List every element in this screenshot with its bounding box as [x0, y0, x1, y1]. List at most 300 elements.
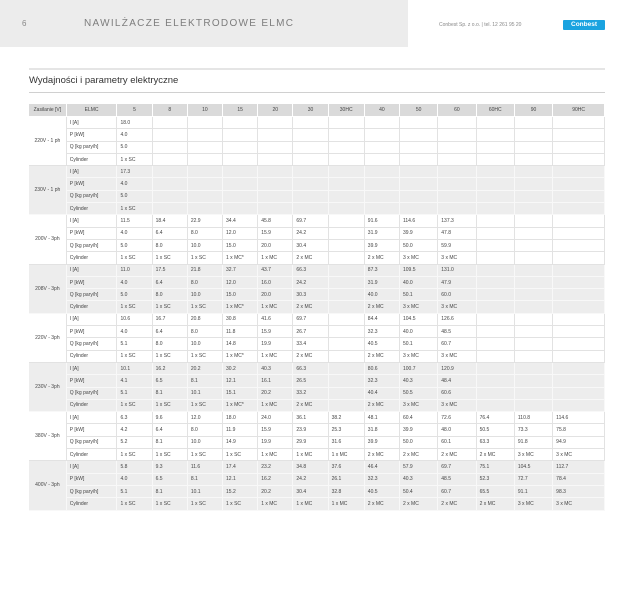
column-header: 60HC [476, 104, 514, 117]
table-cell [328, 129, 364, 141]
table-cell: 1 x SC [152, 350, 187, 362]
table-cell: 1 x SC [152, 301, 187, 313]
table-cell: 10.6 [117, 313, 152, 325]
table-cell: 4.0 [117, 178, 152, 190]
table-cell [553, 239, 605, 251]
voltage-label: 200V - 3ph [29, 215, 66, 264]
table-cell: 26.5 [293, 375, 328, 387]
table-cell [187, 153, 222, 165]
table-cell: 17.5 [152, 264, 187, 276]
table-cell: 91.6 [364, 215, 399, 227]
table-cell: 11.6 [187, 461, 222, 473]
table-cell: 31.6 [328, 436, 364, 448]
table-row [29, 129, 605, 141]
table-cell [152, 117, 187, 129]
table-cell: 34.8 [293, 461, 328, 473]
table-cell: 2 x MC [476, 449, 514, 461]
table-cell: 1 x SC [117, 498, 152, 510]
table-cell: 16.1 [258, 375, 293, 387]
table-row [29, 449, 605, 461]
table-cell: 78.4 [553, 473, 605, 485]
table-cell [364, 166, 399, 178]
table-cell [293, 190, 328, 202]
table-cell [364, 117, 399, 129]
table-cell: 3 x MC [399, 252, 437, 264]
table-cell [476, 375, 514, 387]
table-cell [293, 178, 328, 190]
column-header: 20 [258, 104, 293, 117]
table-cell: 50.5 [476, 424, 514, 436]
table-cell: 10.1 [117, 362, 152, 374]
table-cell [553, 129, 605, 141]
table-cell: 6.3 [117, 412, 152, 424]
voltage-group [29, 461, 605, 510]
table-cell: 24.2 [293, 473, 328, 485]
voltage-label: 220V - 1 ph [29, 117, 66, 166]
column-header: 8 [152, 104, 187, 117]
table-cell: 112.7 [553, 461, 605, 473]
table-cell: 12.1 [223, 375, 258, 387]
table-cell [476, 276, 514, 288]
table-cell [476, 141, 514, 153]
table-cell: 36.1 [293, 412, 328, 424]
table-cell: 2 x MC [476, 498, 514, 510]
parameter-label: P [kW] [66, 375, 117, 387]
table-row [29, 141, 605, 153]
parameter-label: P [kW] [66, 473, 117, 485]
table-cell [553, 399, 605, 411]
table-cell: 1 x SC [117, 399, 152, 411]
table-cell: 1 x SC [187, 301, 222, 313]
table-cell: 48.4 [438, 375, 476, 387]
table-cell: 8.0 [152, 289, 187, 301]
table-cell [328, 399, 364, 411]
parameter-label: Q [kg pary/h] [66, 436, 117, 448]
section-title: Wydajności i parametry elektryczne [29, 75, 179, 86]
table-cell: 30.8 [223, 313, 258, 325]
table-cell: 3 x MC [438, 350, 476, 362]
table-cell [258, 190, 293, 202]
table-cell: 5.1 [117, 485, 152, 497]
table-cell: 15.9 [258, 424, 293, 436]
table-cell [187, 178, 222, 190]
table-cell [438, 166, 476, 178]
table-cell [258, 166, 293, 178]
table-row [29, 313, 605, 325]
table-cell: 39.9 [364, 239, 399, 251]
column-header: 30HC [328, 104, 364, 117]
table-cell [553, 227, 605, 239]
table-row [29, 190, 605, 202]
table-cell: 1 x SC [152, 498, 187, 510]
table-cell: 31.9 [364, 227, 399, 239]
table-cell: 60.7 [438, 338, 476, 350]
table-cell: 15.9 [258, 326, 293, 338]
table-cell: 2 x MC [293, 301, 328, 313]
table-cell: 10.1 [187, 485, 222, 497]
table-cell: 1 x SC [117, 350, 152, 362]
table-cell: 75.1 [476, 461, 514, 473]
table-row [29, 399, 605, 411]
table-cell: 109.5 [399, 264, 437, 276]
table-cell [514, 264, 552, 276]
table-cell: 15.9 [258, 227, 293, 239]
table-cell: 2 x MC [438, 498, 476, 510]
table-row [29, 461, 605, 473]
table-cell [328, 301, 364, 313]
table-cell: 11.9 [223, 424, 258, 436]
table-cell [553, 313, 605, 325]
table-cell: 18.4 [152, 215, 187, 227]
table-cell [553, 178, 605, 190]
table-cell [328, 350, 364, 362]
table-cell: 2 x MC [293, 399, 328, 411]
table-cell: 40.4 [364, 387, 399, 399]
parameter-label: Cylinder [66, 252, 117, 264]
table-cell: 65.5 [476, 485, 514, 497]
voltage-label: 400V - 3ph [29, 461, 66, 510]
voltage-group [29, 313, 605, 362]
voltage-group [29, 412, 605, 461]
table-cell: 50.4 [399, 485, 437, 497]
table-cell: 14.9 [223, 436, 258, 448]
table-cell [514, 166, 552, 178]
table-cell: 40.5 [364, 485, 399, 497]
table-cell [152, 166, 187, 178]
table-cell: 80.6 [364, 362, 399, 374]
table-row [29, 326, 605, 338]
table-cell [476, 326, 514, 338]
table-row [29, 117, 605, 129]
table-cell: 1 x MC [328, 498, 364, 510]
table-cell: 39.9 [399, 227, 437, 239]
table-cell [514, 338, 552, 350]
table-cell [553, 387, 605, 399]
table-cell: 1 x SC [223, 498, 258, 510]
table-row [29, 289, 605, 301]
table-cell: 40.0 [399, 276, 437, 288]
table-cell: 48.5 [438, 473, 476, 485]
parameter-label: Cylinder [66, 449, 117, 461]
table-cell [476, 350, 514, 362]
table-cell: 32.3 [364, 473, 399, 485]
table-cell: 73.3 [514, 424, 552, 436]
table-cell [187, 203, 222, 215]
table-cell: 20.2 [187, 362, 222, 374]
table-cell [553, 276, 605, 288]
table-cell [553, 166, 605, 178]
table-cell [364, 203, 399, 215]
table-cell: 8.1 [152, 387, 187, 399]
table-row [29, 227, 605, 239]
column-header: 40 [364, 104, 399, 117]
table-cell: 66.3 [293, 362, 328, 374]
table-cell: 1 x MC [293, 498, 328, 510]
table-cell: 60.1 [438, 436, 476, 448]
table-cell [328, 276, 364, 288]
column-header: 90HC [553, 104, 605, 117]
parameter-label: I [A] [66, 362, 117, 374]
table-cell [476, 264, 514, 276]
table-cell: 48.0 [438, 424, 476, 436]
table-cell: 2 x MC [438, 449, 476, 461]
table-cell [553, 203, 605, 215]
table-cell: 52.3 [476, 473, 514, 485]
table-cell [399, 141, 437, 153]
table-cell: 32.3 [364, 326, 399, 338]
parameter-label: Cylinder [66, 399, 117, 411]
parameter-label: Q [kg pary/h] [66, 485, 117, 497]
table-cell [328, 178, 364, 190]
table-cell [364, 153, 399, 165]
table-cell [476, 399, 514, 411]
table-row [29, 424, 605, 436]
table-cell: 15.2 [223, 485, 258, 497]
specs-table [29, 104, 605, 511]
table-cell: 8.0 [152, 239, 187, 251]
table-cell: 8.0 [187, 276, 222, 288]
table-cell: 17.4 [223, 461, 258, 473]
voltage-label: 380V - 3ph [29, 412, 66, 461]
table-cell [293, 166, 328, 178]
table-cell: 4.1 [117, 375, 152, 387]
table-cell [514, 129, 552, 141]
table-cell: 31.9 [364, 276, 399, 288]
contact-info: Conbest Sp. z o.o. | tel. 12 261 95 20 [439, 22, 522, 28]
table-cell: 1 x SC [152, 449, 187, 461]
table-cell [514, 362, 552, 374]
voltage-label: 220V - 3ph [29, 313, 66, 362]
table-cell [476, 239, 514, 251]
parameter-label: P [kW] [66, 178, 117, 190]
column-header: 90 [514, 104, 552, 117]
table-cell [514, 190, 552, 202]
table-cell: 87.3 [364, 264, 399, 276]
table-cell: 1 x SC [187, 350, 222, 362]
table-row [29, 338, 605, 350]
table-cell [293, 117, 328, 129]
table-cell [328, 326, 364, 338]
table-cell: 6.5 [152, 473, 187, 485]
table-cell: 2 x MC [364, 350, 399, 362]
table-cell [152, 190, 187, 202]
table-row [29, 436, 605, 448]
table-cell: 4.0 [117, 473, 152, 485]
table-cell: 11.8 [223, 326, 258, 338]
table-cell: 8.1 [152, 485, 187, 497]
table-cell: 8.0 [152, 338, 187, 350]
table-cell: 126.6 [438, 313, 476, 325]
table-cell: 50.1 [399, 338, 437, 350]
table-cell [514, 350, 552, 362]
table-cell: 3 x MC [399, 399, 437, 411]
parameter-label: Cylinder [66, 350, 117, 362]
table-cell: 3 x MC [553, 498, 605, 510]
table-cell: 3 x MC [514, 498, 552, 510]
voltage-group [29, 264, 605, 313]
table-row [29, 387, 605, 399]
table-cell: 1 x SC [117, 449, 152, 461]
table-cell: 5.0 [117, 141, 152, 153]
table-cell [328, 289, 364, 301]
table-cell [223, 178, 258, 190]
column-header: 60 [438, 104, 476, 117]
table-cell: 3 x MC [438, 252, 476, 264]
table-cell [399, 153, 437, 165]
table-cell: 6.4 [152, 227, 187, 239]
table-cell [399, 203, 437, 215]
table-cell [553, 338, 605, 350]
parameter-label: Cylinder [66, 203, 117, 215]
table-cell: 18.0 [117, 117, 152, 129]
table-cell [328, 362, 364, 374]
table-cell: 33.2 [293, 387, 328, 399]
table-cell [223, 141, 258, 153]
table-cell: 94.9 [553, 436, 605, 448]
table-cell [553, 117, 605, 129]
parameter-label: I [A] [66, 264, 117, 276]
table-cell: 4.2 [117, 424, 152, 436]
table-cell: 2 x MC [293, 252, 328, 264]
table-cell: 5.0 [117, 190, 152, 202]
parameter-label: P [kW] [66, 326, 117, 338]
table-cell: 21.8 [187, 264, 222, 276]
table-cell [364, 190, 399, 202]
table-cell: 2 x MC [364, 399, 399, 411]
table-cell [187, 141, 222, 153]
table-cell: 1 x MC [258, 350, 293, 362]
table-cell: 38.2 [328, 412, 364, 424]
brand-logo: Conbest [563, 20, 605, 30]
table-cell: 50.1 [399, 289, 437, 301]
table-cell: 12.0 [223, 227, 258, 239]
parameter-label: I [A] [66, 117, 117, 129]
table-cell: 98.3 [553, 485, 605, 497]
table-cell: 16.0 [258, 276, 293, 288]
table-cell [514, 375, 552, 387]
table-cell: 1 x SC [187, 498, 222, 510]
voltage-group [29, 215, 605, 264]
table-cell [476, 387, 514, 399]
table-cell [514, 239, 552, 251]
table-cell [514, 387, 552, 399]
table-cell [514, 399, 552, 411]
table-cell [293, 129, 328, 141]
table-row [29, 276, 605, 288]
table-cell: 8.1 [187, 473, 222, 485]
table-cell: 10.1 [187, 387, 222, 399]
table-cell: 20.0 [258, 239, 293, 251]
table-cell: 2 x MC [293, 350, 328, 362]
table-cell [223, 117, 258, 129]
table-cell: 47.9 [438, 276, 476, 288]
table-cell: 131.0 [438, 264, 476, 276]
table-cell: 4.0 [117, 129, 152, 141]
table-cell: 30.2 [223, 362, 258, 374]
table-cell: 5.8 [117, 461, 152, 473]
table-cell [223, 153, 258, 165]
table-cell: 6.4 [152, 276, 187, 288]
table-cell: 17.3 [117, 166, 152, 178]
table-cell [476, 313, 514, 325]
table-cell [328, 153, 364, 165]
table-cell: 69.7 [293, 313, 328, 325]
table-cell: 40.5 [364, 338, 399, 350]
table-cell: 84.4 [364, 313, 399, 325]
table-cell: 46.4 [364, 461, 399, 473]
table-cell [553, 301, 605, 313]
table-cell: 2 x MC [399, 498, 437, 510]
table-cell [328, 313, 364, 325]
parameter-label: Q [kg pary/h] [66, 289, 117, 301]
table-cell: 16.2 [258, 473, 293, 485]
table-cell: 15.1 [223, 387, 258, 399]
table-cell [293, 153, 328, 165]
table-cell: 19.9 [258, 436, 293, 448]
table-cell [187, 166, 222, 178]
table-cell: 76.4 [476, 412, 514, 424]
parameter-label: I [A] [66, 461, 117, 473]
table-cell: 10.0 [187, 436, 222, 448]
table-cell: 9.6 [152, 412, 187, 424]
table-cell: 18.0 [223, 412, 258, 424]
table-cell [514, 178, 552, 190]
table-cell: 16.7 [152, 313, 187, 325]
table-cell: 26.1 [328, 473, 364, 485]
table-cell: 23.9 [293, 424, 328, 436]
table-cell: 1 x MC [258, 399, 293, 411]
parameter-label: P [kW] [66, 276, 117, 288]
table-cell: 19.9 [258, 338, 293, 350]
parameter-label: Cylinder [66, 498, 117, 510]
table-row [29, 375, 605, 387]
table-cell [152, 129, 187, 141]
table-cell [514, 252, 552, 264]
table-cell: 8.0 [187, 227, 222, 239]
table-cell [258, 203, 293, 215]
table-cell [223, 190, 258, 202]
voltage-label: 230V - 3ph [29, 362, 66, 411]
table-cell: 3 x MC [553, 449, 605, 461]
table-row [29, 153, 605, 165]
table-cell: 1 x MC* [223, 350, 258, 362]
table-cell: 69.7 [438, 461, 476, 473]
page-number: 6 [22, 19, 27, 28]
table-cell [476, 153, 514, 165]
table-cell: 2 x MC [364, 498, 399, 510]
parameter-label: Q [kg pary/h] [66, 141, 117, 153]
table-cell: 5.0 [117, 289, 152, 301]
table-cell: 72.7 [514, 473, 552, 485]
table-cell [223, 129, 258, 141]
table-cell [476, 117, 514, 129]
table-cell [258, 117, 293, 129]
table-cell: 5.2 [117, 436, 152, 448]
table-cell [328, 375, 364, 387]
table-cell [399, 190, 437, 202]
table-cell: 91.1 [514, 485, 552, 497]
table-cell [514, 215, 552, 227]
table-cell: 31.8 [364, 424, 399, 436]
table-cell [328, 117, 364, 129]
table-cell: 39.9 [399, 424, 437, 436]
table-cell: 110.8 [514, 412, 552, 424]
table-cell [553, 375, 605, 387]
table-cell: 1 x MC* [223, 252, 258, 264]
voltage-group [29, 117, 605, 166]
table-cell: 24.0 [258, 412, 293, 424]
table-cell: 1 x SC [152, 252, 187, 264]
